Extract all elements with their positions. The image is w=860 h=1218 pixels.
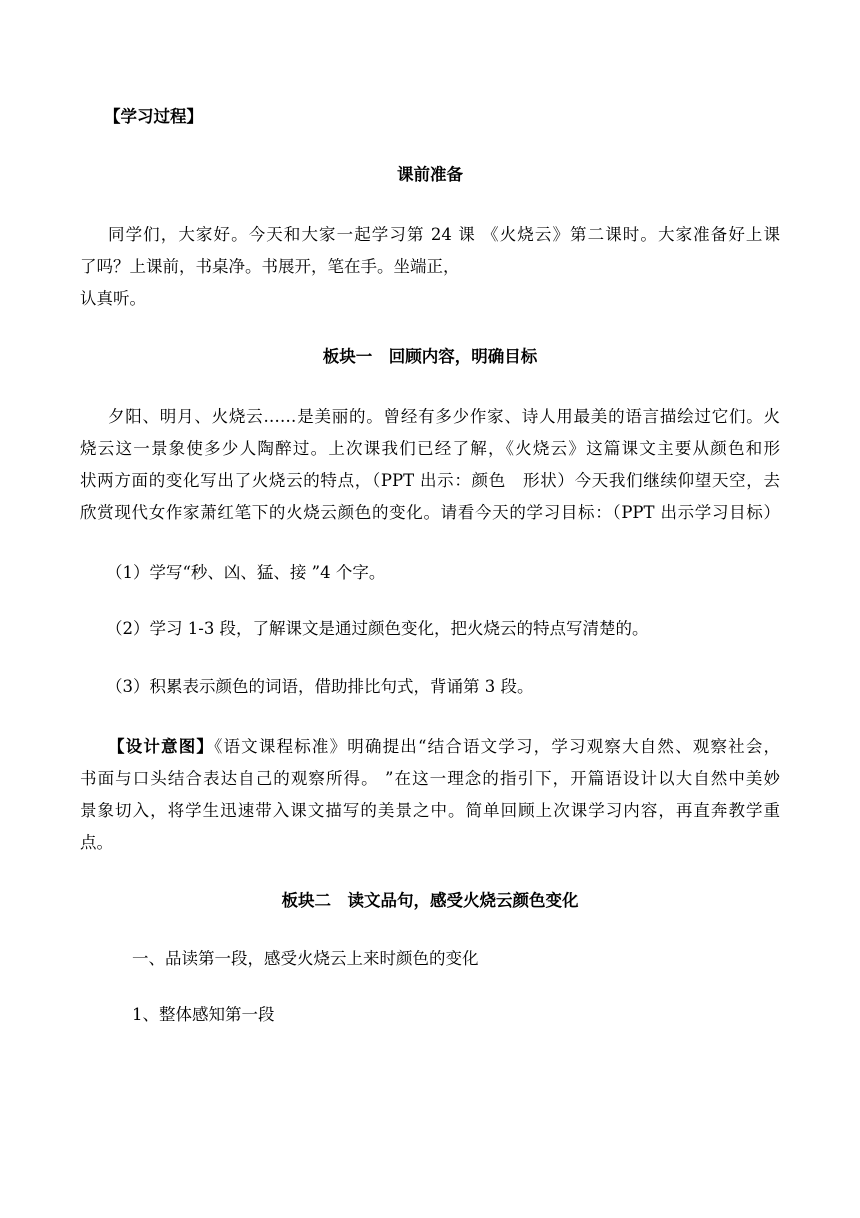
heading-block2: 板块二 读文品句，感受火烧云颜色变化 [281, 891, 579, 910]
prep-line-1: 同学们，大家好。今天和大家一起学习第 24 课 《火烧云》第二课时。大家准备好上课 [108, 225, 780, 244]
block1-line-2: 烧云这一景象使多少人陶醉过。上次课我们已经了解，《火烧云》这篇课文主要从颜色和形 [80, 439, 780, 458]
block1-line-3: 状两方面的变化写出了火烧云的特点，（PPT 出示：颜色 形状）今天我们继续仰望天空，去 [80, 471, 780, 490]
block1-line-4: 欣赏现代女作家萧红笔下的火烧云颜色的变化。请看今天的学习目标：（PPT 出示学习目标） [80, 503, 780, 522]
block2-sub-2: 1、整体感知第一段 [132, 1005, 275, 1024]
design-intent-line-2: 书面与口头结合表达自己的观察所得。 ”在这一理念的指引下，开篇语设计以大自然中美妙 [80, 769, 780, 788]
block2-sub-1: 一、品读第一段，感受火烧云上来时颜色的变化 [132, 949, 479, 968]
heading-prep: 课前准备 [397, 165, 463, 184]
prep-line-3: 认真听。 [80, 289, 146, 308]
design-intent-line-4: 点。 [80, 833, 113, 852]
prep-line-2: 了吗？上课前，书桌净。书展开，笔在手。坐端正， [80, 257, 460, 276]
goal-3: （3）积累表示颜色的词语，借助排比句式，背诵第 3 段。 [106, 677, 534, 696]
heading-block1: 板块一 回顾内容，明确目标 [322, 347, 538, 366]
design-intent-text-1: 《语文课程标准》明确提出“结合语文学习，学习观察大自然、观察社会， [214, 737, 781, 756]
design-intent-label: 【设计意图】 [108, 737, 215, 756]
section-header: 【学习过程】 [104, 107, 203, 126]
design-intent-line-1 [108, 736, 780, 758]
block1-line-1: 夕阳、明月、火烧云……是美丽的。曾经有多少作家、诗人用最美的语言描绘过它们。火 [108, 407, 780, 426]
goal-1: （1）学写“秒、凶、猛、接 ”4 个字。 [106, 563, 386, 582]
design-intent-line-3: 景象切入，将学生迅速带入课文描写的美景之中。简单回顾上次课学习内容，再直奔教学重 [80, 801, 780, 820]
goal-2: （2）学习 1-3 段，了解课文是通过颜色变化，把火烧云的特点写清楚的。 [106, 619, 649, 638]
